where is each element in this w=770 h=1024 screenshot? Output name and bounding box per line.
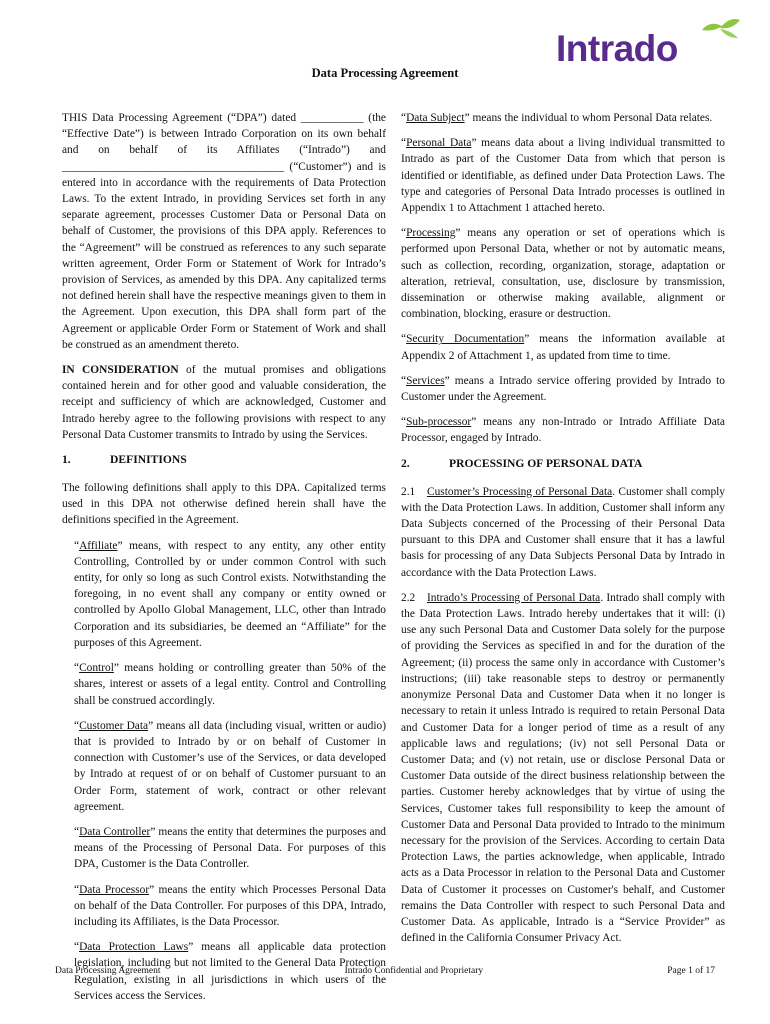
dragonfly-icon: [700, 16, 742, 42]
definition-item: “Sub-processor” means any non-Intrado or Intrado Affiliate Data Processor, engaged by Intrado.: [401, 416, 725, 445]
document-title: Data Processing Agreement: [311, 66, 459, 80]
definition-item: “Affiliate” means, with respect to any entity, any other entity Controlling, Controlled by or under common Control with such entity, for only so long as such Control exists. Notwithstanding the foregoing, in no event shall any company or entity owned or controlled by Apollo Global Management, LLC, other than Intrado Corporation and its subsidiaries, be deemed an “Affiliate” for the purposes of this Agreement.: [74, 539, 386, 649]
definition-item: “Data Processor” means the entity which Processes Personal Data on behalf of the Data Controller. For purposes of this DPA, Intrado, including its Affiliates, is the Data Processor.: [74, 883, 386, 928]
definition-item: “Control” means holding or controlling greater than 50% of the shares, interest or assets of a legal entity. Control and Controlling shall be construed accordingly.: [74, 662, 386, 707]
right-column: [401, 110, 725, 955]
consideration-lead: IN CONSIDERATION: [62, 364, 179, 377]
definition-item: “Data Controller” means the entity that determines the purposes and means of the Processing of Personal Data. For purposes of this DPA, Customer is the Data Controller.: [74, 825, 386, 871]
page-footer: [55, 966, 715, 976]
definition-item: “Services” means a Intrado service offering provided by Intrado to Customer under the Agreement.: [401, 374, 725, 404]
definition-item: “Processing” means any operation or set of operations which is performed upon Personal Data, whether or not by automatic means, such as collection, recording, organization, storage, adaptation or alteration, retrieval, consultation, use, disclosure by transmission, dissemination or otherwise making available, alignment or combination, blocking, erasure or destruction.: [401, 227, 725, 321]
intro-paragraph: THIS Data Processing Agreement (“DPA”) dated ___________ (the “Effective Date”) is between Intrado Corporation on its own behalf and on behalf of its Affiliates (“Intrado”) and _______________________________________ (“Customer”) and is entered into in accordance with the requirements of Data Protection Laws. To the extent Intrado, in providing Services set forth in any separate agreement, processes Customer Data or Personal Data on behalf of Customer, the provisions of this DPA apply. References to the “Agreement” will be construed as references to any such separate written agreement, Order Form or Statement of Work for Intrado’s provision of Services, as amended by this DPA. Any capitalized terms not defined herein shall have the respective meanings given to them in the Agreement. Upon execution, this DPA shall form part of the Agreement or applicable Order Form or Statement of Work and shall be construed as an amendment thereto.: [62, 112, 386, 351]
left-column: [62, 110, 386, 1013]
definitions-intro: The following definitions shall apply to this DPA. Capitalized terms used in this DPA not otherwise defined herein shall have the definitions specified in the Agreement.: [62, 482, 386, 527]
clause-2-1: 2.1 Customer’s Processing of Personal Data. Customer shall comply with the Data Protection Laws. In addition, Customer shall inform any Data Subjects concerned of the Processing of their Personal Data pursuant to this DPA and Customer shall ensure that it has a lawful basis for processing of any Data Subjects Personal Data by Intrado in accordance with the Data Protection Laws.: [401, 485, 726, 579]
footer-center: Intrado Confidential and Proprietary: [344, 966, 484, 976]
section-1-heading: 1. DEFINITIONS: [62, 453, 187, 467]
section-2-heading: 2. PROCESSING OF PERSONAL DATA: [401, 456, 643, 470]
intrado-logo: [552, 14, 747, 72]
definition-item: “Security Documentation” means the information available at Appendix 2 of Attachment 1, as updated from time to time.: [401, 333, 726, 362]
definition-item: “Customer Data” means all data (including visual, written or audio) that is provided to Intrado by or on behalf of Customer in connection with Customer’s use of the Services, or data developed by Intrado at request of or on behalf of Customer pursuant to an Order Form, statement of work, contract or other relevant agreement.: [74, 719, 386, 813]
definition-item: “Data Protection Laws” means all applicable data protection legislation, including but not limited to the General Data Protection Regulation, existing in all jurisdictions in which users of the Services access the Services.: [74, 941, 386, 1002]
definition-item: “Data Subject” means the individual to whom Personal Data relates.: [401, 112, 713, 124]
definition-item: “Personal Data” means data about a living individual transmitted to Intrado as part of the Customer Data from which that person is identified or identifiable, as defined under Data Protection Laws. The type and categories of Personal Data Intrado processes is outlined in Appendix 1 to Attachment 1 attached hereto.: [401, 137, 726, 215]
footer-left: Data Processing Agreement: [55, 966, 161, 976]
consideration-paragraph: IN CONSIDERATION of the mutual promises and obligations contained herein and for other good and valuable consideration, the receipt and sufficiency of which are acknowledged, Customer and Intrado hereby agree to the following provisions with respect to any Personal Data Customer transmits to Intrado by using the Services.: [62, 364, 386, 441]
clause-2-2: 2.2 Intrado’s Processing of Personal Data. Intrado shall comply with the Data Protection Laws. Intrado hereby undertakes that it will: (i) use any such Personal Data and Customer Data solely for the purpose of providing the Services as specified in and for the duration of the Agreement; (ii) process the same only in accordance with Customer’s instructions; (iii) take reasonable steps to destroy or permanently anonymize Personal Data and Customer Data when it no longer is necessary to retain it unless Intrado is required to retain Personal Data and Customer Data for a longer period of time as a result of any applicable laws and regulations; (iv) not sell Personal Data or Customer Data; and (v) not retain, use or disclose Personal Data or Customer Data outside of the direct business relationship between the parties. Customer hereby acknowledges that by virtue of using the Services, Customer takes full responsibility to keep the amount of Customer Data and Personal Data provided to Intrado to the minimum necessary for the provision of the Services. According to certain Data Protection Laws, the parties acknowledge, when applicable, Intrado acts as a Data Processor in relation to the Personal Data and Customer Data of Customer it processes on Customer's behalf, and Customer remains the Data Controller with respect to such Personal Data and Customer Data. As applicable, Intrado is a “Service Provider” as defined in the California Consumer Privacy Act.: [401, 591, 725, 945]
logo-wordmark: Intrado: [556, 28, 678, 69]
footer-page-number: Page 1 of 17: [667, 966, 715, 976]
